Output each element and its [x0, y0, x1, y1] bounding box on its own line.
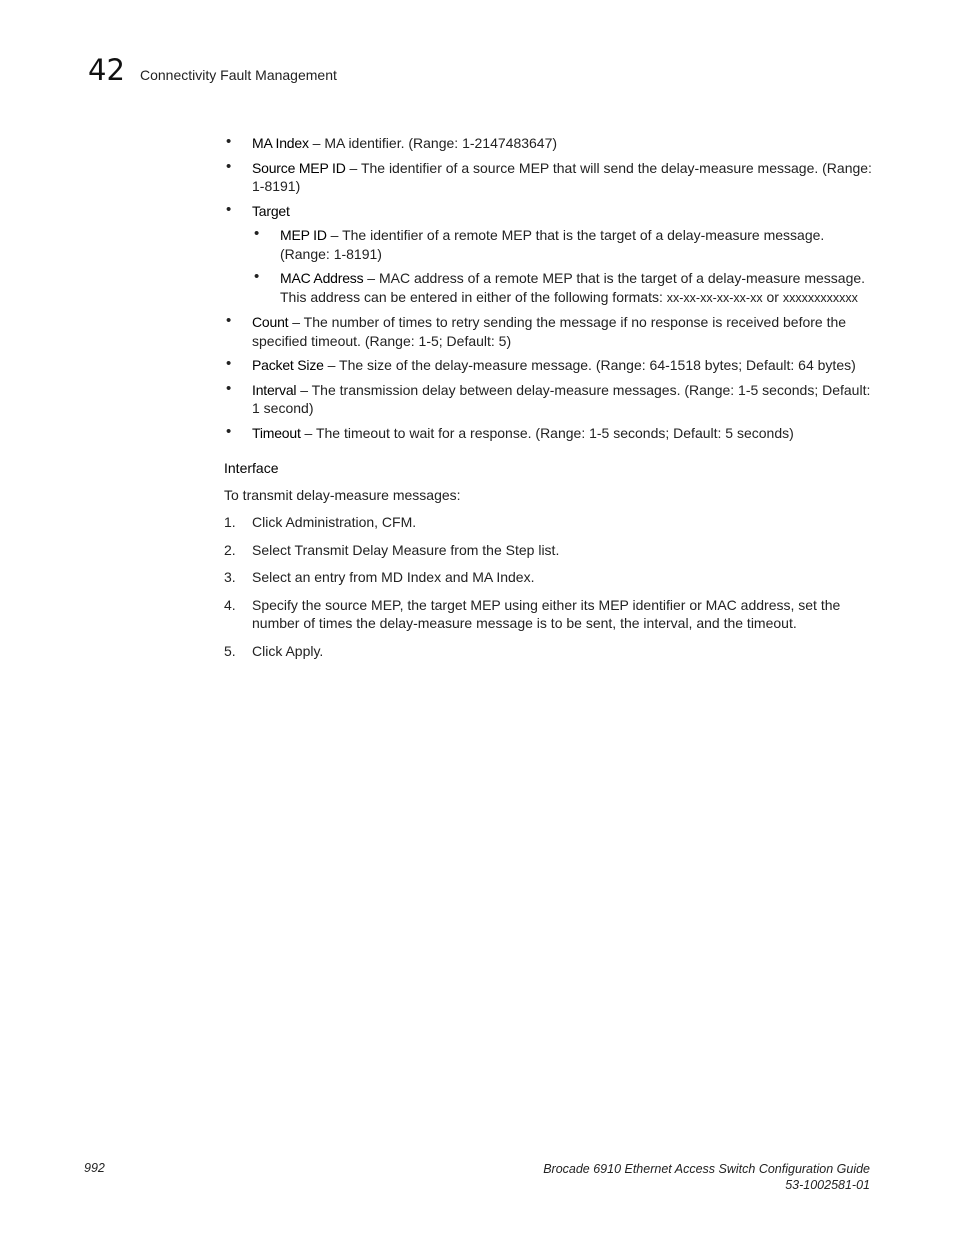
bullet-timeout [224, 424, 874, 443]
term-label: MAC Address [280, 270, 364, 286]
step-text: Specify the source MEP, the target MEP using either its MEP identifier or MAC address, set the number of times the delay-measure message is to be sent, the interval, and the timeout. [252, 596, 841, 631]
doc-number: 53-1002581-01 [785, 1178, 870, 1192]
term-description: – The number of times to retry sending the message if no response is received before the specified timeout. (Range: 1-5; Default: 5) [252, 314, 847, 349]
term-label: MEP ID [280, 227, 327, 243]
bullet-source-mep-id [224, 159, 874, 196]
term-description: – The size of the delay-measure message. (Range: 64-1518 bytes; Default: 64 bytes) [323, 357, 856, 373]
mac-format-plain: xxxxxxxxxxxx [782, 290, 858, 305]
step-item [224, 541, 874, 560]
step-item [224, 596, 874, 633]
chapter-title: Connectivity Fault Management [140, 67, 337, 83]
bullet-icon: • [254, 225, 260, 242]
term-description: – The identifier of a remote MEP that is the target of a delay-measure message. (Range: 1-8191) [280, 227, 825, 262]
bullet-icon: • [254, 268, 260, 285]
bullet-icon: • [226, 312, 232, 329]
interface-intro: To transmit delay-measure messages: [224, 486, 461, 503]
step-number: 2. [224, 541, 236, 558]
term-label: Packet Size [252, 357, 324, 373]
term-description: – The transmission delay between delay-measure messages. (Range: 1-5 seconds; Default: 1 second) [252, 381, 871, 416]
bullet-icon: • [226, 422, 232, 440]
term-label: Count [252, 314, 289, 330]
step-item [224, 568, 874, 587]
page-number: 992 [84, 1161, 105, 1175]
interface-heading: Interface [224, 460, 279, 476]
bullet-icon: • [226, 379, 232, 397]
bullet-interval [224, 381, 874, 418]
term-description: – MAC address of a remote MEP that is the target of a delay-measure message. This address can be entered in either of the following formats: [280, 270, 866, 305]
term-description: – The identifier of a source MEP that will send the delay-measure message. (Range: 1-8191) [252, 159, 872, 194]
bullet-mep-id [252, 226, 874, 263]
term-label: Target [252, 202, 290, 219]
term-label: Timeout [252, 424, 301, 441]
step-text: Select Transmit Delay Measure from the Step list. [252, 541, 560, 558]
bullet-icon: • [226, 157, 232, 175]
mac-format-dashed: xx-xx-xx-xx-xx-xx [666, 290, 763, 305]
term-description: – The timeout to wait for a response. (Range: 1-5 seconds; Default: 5 seconds) [300, 424, 794, 441]
bullet-target [224, 202, 874, 221]
bullet-icon: • [226, 133, 232, 150]
chapter-number: 42 [88, 53, 125, 87]
step-text: Select an entry from MD Index and MA Index. [252, 569, 535, 585]
step-number: 4. [224, 596, 236, 613]
term-label: Source MEP ID [252, 159, 346, 176]
bullet-ma-index [224, 134, 874, 153]
step-text: Click Administration, CFM. [252, 514, 417, 530]
footer-doc-info [543, 1161, 870, 1193]
bullet-packet-size [224, 356, 874, 375]
term-description: – MA identifier. (Range: 1-2147483647) [308, 135, 558, 151]
bullet-mac-address [252, 269, 874, 307]
step-number: 3. [224, 569, 236, 585]
step-item [224, 513, 874, 532]
term-label: MA Index [252, 135, 309, 151]
bullet-icon: • [226, 200, 232, 218]
step-number: 1. [224, 514, 236, 530]
term-label: Interval [252, 381, 297, 398]
bullet-count [224, 313, 874, 350]
step-text: Click Apply. [252, 642, 324, 659]
bullet-icon: • [226, 355, 232, 372]
guide-title: Brocade 6910 Ethernet Access Switch Configuration Guide [543, 1162, 870, 1176]
step-item [224, 642, 874, 661]
step-number: 5. [224, 642, 236, 659]
mac-format-or: or [762, 288, 783, 305]
page-content [224, 134, 874, 669]
